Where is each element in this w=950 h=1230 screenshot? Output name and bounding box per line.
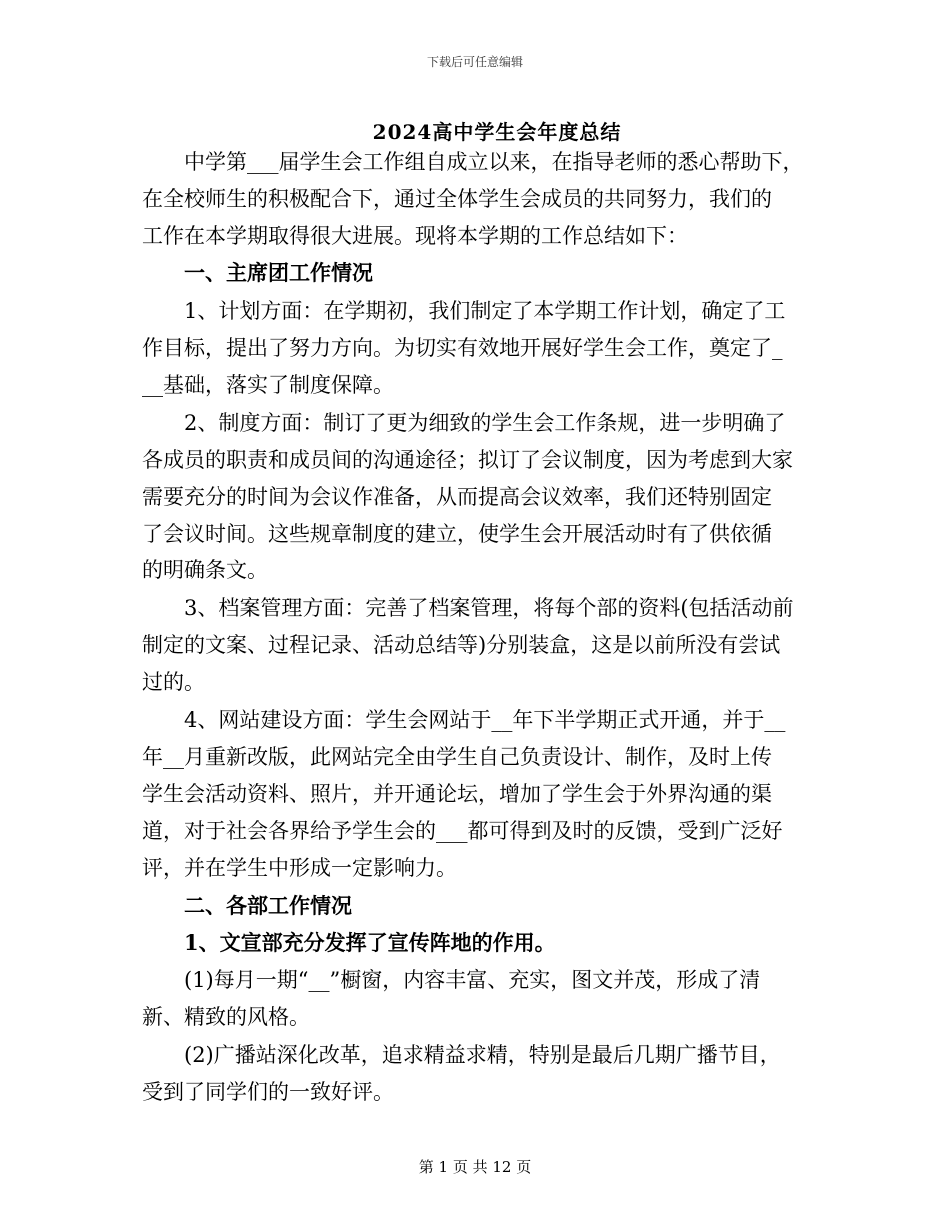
- paragraph-line: 受到了同学们的一致好评。: [142, 1080, 394, 1104]
- paragraph-line: 制定的文案、过程记录、活动总结等)分别装盒，这是以前所没有尝试: [142, 633, 781, 657]
- paragraph-line: 在全校师生的积极配合下，通过全体学生会成员的共同努力，我们的: [142, 187, 772, 211]
- paragraph-line: 1、计划方面：在学期初，我们制定了本学期工作计划，确定了工: [184, 299, 786, 323]
- paragraph-line: 4、网站建设方面：学生会网站于__年下半学期正式开通，并于__: [184, 708, 786, 732]
- paragraph-line: 各成员的职责和成员间的沟通途径；拟订了会议制度，因为考虑到大家: [142, 448, 793, 472]
- paragraph-line: 道，对于社会各界给予学生会的___都可得到及时的反馈，受到广泛好: [142, 819, 783, 843]
- section-heading: 一、主席团工作情况: [184, 260, 373, 285]
- paragraph-line: 中学第___届学生会工作组自成立以来，在指导老师的悉心帮助下，: [184, 150, 804, 174]
- paragraph-line: 作目标，提出了努力方向。为切实有效地开展好学生会工作，奠定了_: [142, 336, 783, 360]
- paragraph-line: 过的。: [142, 670, 205, 694]
- header-note: 下载后可任意编辑: [426, 55, 523, 69]
- section-heading: 二、各部工作情况: [184, 893, 352, 918]
- paragraph-line: 工作在本学期取得很大进展。现将本学期的工作总结如下：: [142, 224, 688, 248]
- document-title: 2024高中学生会年度总结: [372, 120, 622, 144]
- subsection-heading: 1、文宣部充分发挥了宣传阵地的作用。: [184, 930, 556, 955]
- paragraph-line: 学生会活动资料、照片，并开通论坛，增加了学生会于外界沟通的渠: [142, 782, 772, 806]
- paragraph-line: (2)广播站深化改革，追求精益求精，特别是最后几期广播节目，: [184, 1043, 781, 1067]
- paragraph-line: 需要充分的时间为会议作准备，从而提高会议效率，我们还特别固定: [142, 485, 772, 509]
- paragraph-line: __基础，落实了制度保障。: [142, 373, 394, 397]
- paragraph-line: (1)每月一期“__”橱窗，内容丰富、充实，图文并茂，形成了清: [184, 968, 761, 992]
- paragraph-line: 3、档案管理方面：完善了档案管理，将每个部的资料(包括活动前: [184, 596, 794, 620]
- paragraph-line: 的明确条文。: [142, 558, 268, 582]
- paragraph-line: 评，并在学生中形成一定影响力。: [142, 856, 457, 880]
- paragraph-line: 2、制度方面：制订了更为细致的学生会工作条规，进一步明确了: [184, 411, 786, 435]
- paragraph-line: 新、精致的风格。: [142, 1005, 310, 1029]
- page-footer: 第 1 页 共 12 页: [418, 1158, 532, 1176]
- paragraph-line: 了会议时间。这些规章制度的建立，使学生会开展活动时有了供依循: [142, 522, 772, 546]
- paragraph-line: 年__月重新改版，此网站完全由学生自己负责设计、制作，及时上传: [142, 745, 772, 769]
